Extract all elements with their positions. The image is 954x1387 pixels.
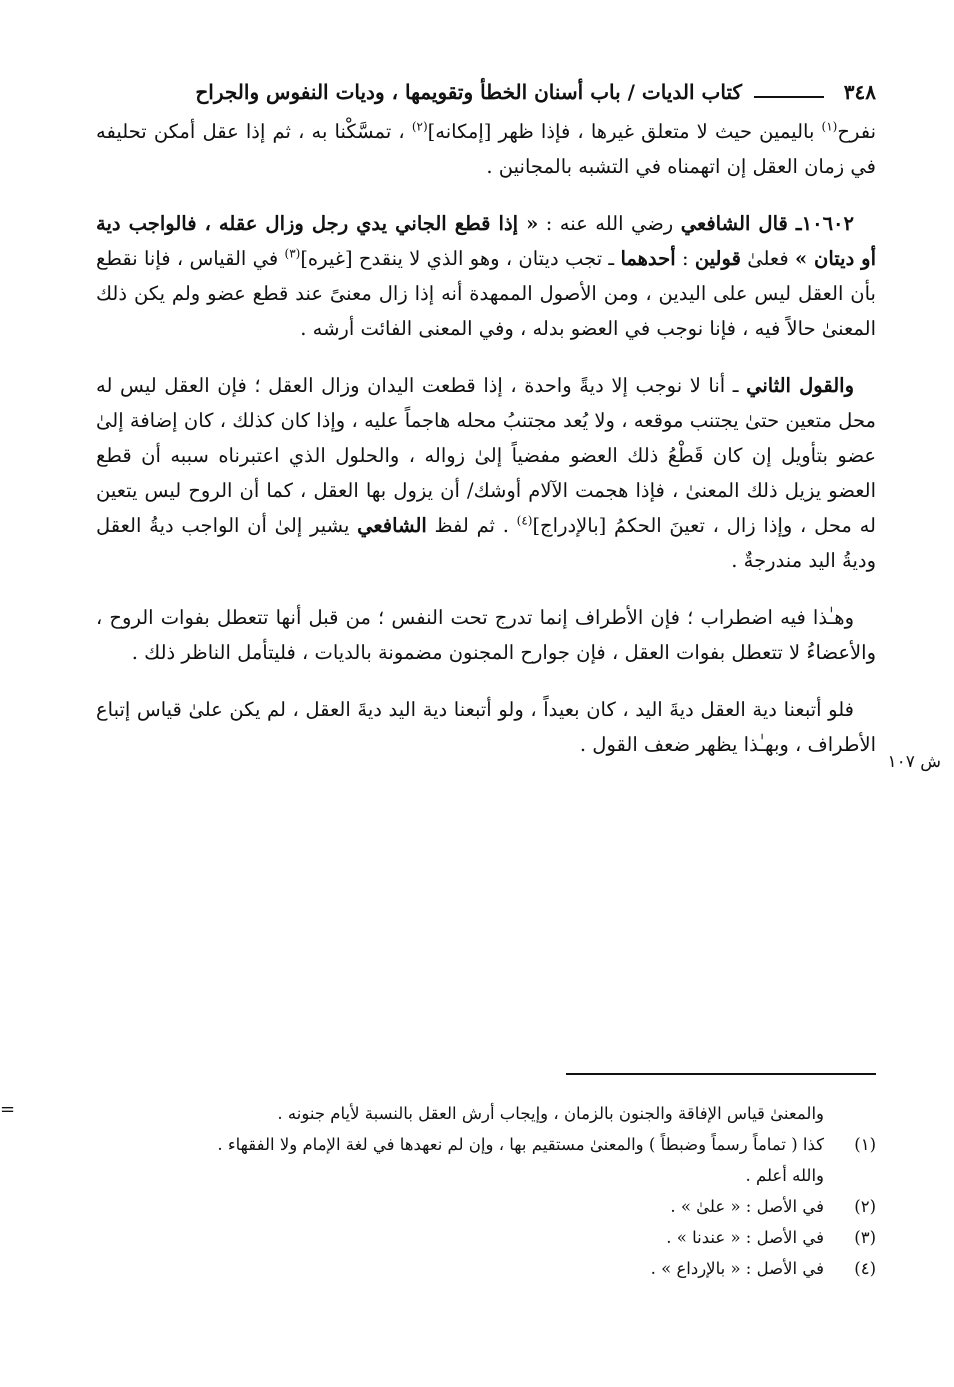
- paragraph-5: [96, 692, 876, 762]
- text-run: وهـٰذا فيه اضطراب ؛ فإن الأطراف إنما تدرج تحت النفس ؛ من قبل أنها تتعطل بفوات الروح ، والأعضاءُ لا تتعطل بفوات العقل ، فإن جوارح المجنون مضمونة بالديات ، فليتأمل الناظر ذلك .: [96, 606, 876, 664]
- footnote-1: [96, 1129, 876, 1191]
- text-run: ـ تجب ديتان ، وهو الذي لا ينقدح [غيره]: [300, 247, 621, 270]
- text-run: رضي الله عنه :: [538, 212, 681, 235]
- paragraph-2: [96, 206, 876, 346]
- text-run: نفرح: [837, 120, 876, 143]
- book-page: [0, 80, 941, 1360]
- header-title: كتاب الديات / باب أسنان الخطأ وتقويمها ، وديات النفوس والجراح: [195, 80, 742, 104]
- text-run: ـ أنا لا نوجب إلا ديةً واحدة ، إذا قطعت اليدان وزال العقل ؛ فإن العقل ليس له محل متعين حتىٰ يجتنب موقعه ، ولا يُعد مجتنبُ محله هاجماً عليه ، وإذا كان كذلك ، كان إضافة إلىٰ عضو بتأويل إن كان قَطْعُ ذلك العضو مفضياً إلىٰ زواله ، والحلول الذي اعتبرناه سببه أن قطع العضو يزيل ذلك المعنىٰ ، فإذا هجمت الآلام أوشك/ أن يزول بها العقل ، كما أن الروح ليس يتعين له محل ، وإذا زال ، تعينَ الحكمُ [بالإدراج]: [96, 374, 876, 537]
- footnote-2: [96, 1191, 876, 1222]
- paragraph-1: [96, 114, 876, 184]
- bold-term: أحدهما: [620, 247, 676, 270]
- text-run: ، تمسَّكْنا به ، ثم إذا عقل أمكن تحليفه في زمان العقل إن اتهمناه في التشبه بالمجانين .: [96, 120, 876, 178]
- footnote-3: [96, 1222, 876, 1253]
- footnote-number: (٢): [854, 1197, 876, 1216]
- footnote-separator: [566, 1073, 876, 1075]
- text-run: فلو أتبعنا دية العقل ديةَ اليد ، كان بعيداً ، ولو أتبعنا دية اليد ديةَ العقل ، لم يكن علىٰ قياس إتباع الأطراف ، وبهـٰذا يظهر ضعف القول .: [96, 698, 876, 756]
- footnote-continuation: والمعنىٰ قياس الإفاقة والجنون بالزمان ، وإيجاب أرش العقل بالنسبة لأيام جنونه .: [277, 1104, 824, 1123]
- footnote-text: في الأصل : « عندنا » .: [666, 1228, 824, 1247]
- footnote-number: (١): [854, 1135, 876, 1154]
- footnote-text: كذا ( تماماً رسماً وضبطاً ) والمعنىٰ مستقيم بها ، وإن لم نعهدها في لغة الإمام ولا الفقهاء .: [217, 1135, 824, 1154]
- bold-term: والقول الثاني: [746, 374, 854, 397]
- paragraph-4: [96, 600, 876, 670]
- continuation-mark: =: [0, 1099, 16, 1120]
- margin-manuscript-note: ش ١٠٧: [887, 752, 941, 772]
- footnote-text: في الأصل : « علىٰ » .: [670, 1197, 824, 1216]
- footnote-ref-3: (٣): [284, 246, 301, 261]
- footnote-ref-1: (١): [821, 119, 838, 134]
- text-run: باليمين حيث لا متعلق غيرها ، فإذا ظهر [إمكانه]: [427, 120, 822, 143]
- text-run: يشير إلىٰ أن الواجب ديةُ العقل وديةُ اليد مندرجةٌ .: [96, 514, 876, 572]
- shafii-quote: « إذا قطع الجاني يدي رجل وزال عقله ، فالواجب دية أو ديتان »: [96, 212, 876, 270]
- header-rule: [754, 96, 824, 98]
- issue-number: ١٠٦٠٢ـ قال الشافعي: [680, 212, 854, 235]
- text-run: فعلىٰ: [740, 247, 795, 270]
- footnote-text: والله أعلم .: [745, 1166, 824, 1185]
- paragraph-3: [96, 368, 876, 578]
- text-run: في القياس ، فإنا نقطع بأن العقل ليس على اليدين ، ومن الأصول الممهدة أنه إذا زال معنىً عند قطع عضو ولم يكن ذلك المعنىٰ حالاً فيه ، فإنا نوجب في العضو بدله ، وفي المعنى الفائت أرشه .: [96, 247, 876, 340]
- running-header: [96, 80, 876, 114]
- bold-term: قولين: [694, 247, 741, 270]
- page-number: ٣٤٨: [843, 80, 876, 104]
- footnote-ref-2: (٢): [411, 119, 428, 134]
- footnote-number: (٤): [854, 1259, 876, 1278]
- footnote-number: (٣): [854, 1228, 876, 1247]
- footnote-4: [96, 1253, 876, 1284]
- text-run: :: [675, 247, 695, 270]
- footnote-ref-4: (٤): [516, 513, 533, 528]
- text-run: . ثم لفظ: [426, 514, 517, 537]
- footnotes: [0, 1098, 876, 1284]
- footnote-text: في الأصل : « بالإرداع » .: [650, 1259, 824, 1278]
- bold-term: الشافعي: [357, 514, 427, 537]
